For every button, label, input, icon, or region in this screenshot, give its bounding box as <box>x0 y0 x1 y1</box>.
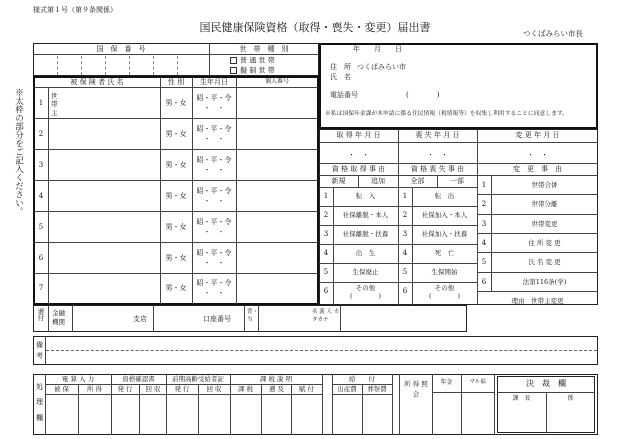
acq-reason-label: 資 格 取 得 事 由 <box>331 165 386 173</box>
change-option-number: 3 <box>481 220 487 228</box>
change-option[interactable] <box>477 233 598 252</box>
table-row[interactable] <box>34 242 318 273</box>
office-sub-label: 課 税 <box>237 385 254 393</box>
era-select[interactable]: 昭・平・令 <box>196 187 232 195</box>
office-sub-label: 葬祭費 <box>367 385 387 393</box>
change-option-label: 世帯分離 <box>531 200 558 208</box>
left-note: ※太枠の部分をご記入ください。 <box>13 88 24 216</box>
gender-select[interactable]: 男・女 <box>165 130 187 138</box>
office-sub-label: 回 収 <box>145 385 161 393</box>
era-select[interactable]: 昭・平・令 <box>196 156 232 164</box>
loss-option-number: 4 <box>402 249 408 257</box>
change-option-number: 4 <box>481 239 487 247</box>
office-group-title: 電 算 入 力 <box>61 375 95 383</box>
table-row[interactable] <box>34 87 318 118</box>
acq-option-number: 2 <box>323 211 329 219</box>
change-option-number: 2 <box>481 200 487 208</box>
row-number: 2 <box>38 130 44 138</box>
office-group-title: 課 税 説 明 <box>259 375 293 383</box>
acq-option-label: 出 生 <box>355 249 376 257</box>
office-sub-label: 出産費 <box>337 385 357 393</box>
income-ref-label: 所 得 照 会 <box>404 380 428 398</box>
change-option-label: 氏 名 変 更 <box>528 258 561 266</box>
approval-label: 決 裁 欄 <box>526 379 566 388</box>
acq-other-field[interactable]: ( ) <box>349 292 382 300</box>
office-stamp-cell[interactable] <box>140 395 166 434</box>
phone-field[interactable]: ( ) <box>406 91 440 99</box>
office-stamp-cell[interactable] <box>167 395 197 434</box>
head-label: 世帯主 <box>51 92 58 117</box>
applicant-name-field[interactable] <box>358 60 588 84</box>
gender-select[interactable]: 男・女 <box>165 223 187 231</box>
gender-select[interactable]: 男・女 <box>165 192 187 200</box>
office-sub-label: 回 収 <box>206 385 222 393</box>
loss-option[interactable] <box>398 244 477 263</box>
change-option-label: 法第116条(学) <box>522 278 567 286</box>
address-label: 住 所 <box>330 63 351 71</box>
office-stamp-cell[interactable] <box>333 395 361 434</box>
office-label: 処理欄 <box>36 383 43 422</box>
col-gender: 性 別 <box>167 78 185 86</box>
household-normal[interactable]: 普 通 世 帯 <box>230 57 275 65</box>
office-stamp-cell[interactable] <box>46 395 77 434</box>
era-select[interactable]: 昭・平・令 <box>196 125 232 133</box>
change-option[interactable] <box>477 214 598 233</box>
change-option-label: 住 所 変 更 <box>528 239 561 247</box>
household-deemed[interactable]: 擬 制 世 帯 <box>230 67 275 75</box>
row-number: 5 <box>38 223 44 231</box>
col-personal-number: 個人番号 <box>264 78 289 85</box>
era-select[interactable]: 昭・平・令 <box>196 218 232 226</box>
office-sub-label: 賦 付 <box>298 385 315 393</box>
change-option-number: 5 <box>481 258 487 266</box>
acq-option-label: 転 入 <box>355 192 376 200</box>
holder-name-field[interactable] <box>342 307 465 330</box>
acq-option-label: 生保廃止 <box>352 268 379 276</box>
table-row[interactable] <box>34 273 318 303</box>
birthdate-field[interactable]: ・ ・ <box>203 104 225 112</box>
change-reason-label: 変 更 事 由 <box>513 165 562 173</box>
page-title: 国民健康保険資格（取得・喪失・変更）届出書 <box>199 21 431 34</box>
loss-date-label: 喪 失 年 月 日 <box>415 131 460 139</box>
loss-option[interactable] <box>398 187 477 206</box>
row-number: 1 <box>38 99 44 107</box>
table-row[interactable] <box>34 118 318 149</box>
loss-option-number: 5 <box>402 268 408 276</box>
city-name: つくばみらい市長 <box>523 29 583 38</box>
row-number: 3 <box>38 161 44 169</box>
office-sub-label: 発 行 <box>174 385 190 393</box>
account-number-field[interactable] <box>160 307 200 330</box>
acq-option-label: 社保離脱・本人 <box>342 211 389 219</box>
bank-name-field[interactable] <box>74 307 132 330</box>
change-date-label: 変 更 年 月 日 <box>515 131 560 139</box>
institution-label: 金融機関 <box>52 309 65 327</box>
acq-date-label: 取 得 年 月 日 <box>336 131 381 139</box>
acq-date-field[interactable]: ・ ・ <box>348 151 369 159</box>
checkbox-icon <box>230 67 237 74</box>
table-row[interactable] <box>34 149 318 180</box>
row-number: 6 <box>38 254 44 262</box>
loss-option-label: 死 亡 <box>434 249 455 257</box>
transfer-label: 還付 <box>36 308 45 321</box>
change-option-label: 理由 世帯主変更 <box>511 297 564 305</box>
change-option-label: 世帯合併 <box>531 181 558 189</box>
loss-option-label: その他 <box>434 284 455 292</box>
date-label: 年 月 日 <box>353 45 402 53</box>
acq-option-number: 5 <box>323 268 329 276</box>
staff-label: 係 <box>567 395 574 402</box>
holder-label: 名 義 人 カタカナ <box>312 309 340 324</box>
change-option-label: 世帯変更 <box>531 220 558 228</box>
gender-select[interactable]: 男・女 <box>165 161 187 169</box>
table-row[interactable] <box>34 211 318 242</box>
checkbox-icon <box>230 57 237 64</box>
address-value: つくばみらい市 <box>357 63 406 71</box>
loss-option-label: 社保加入・本人 <box>421 211 468 219</box>
office-group-title: 資格確認書 <box>122 375 155 383</box>
remarks-label: 備考 <box>36 341 43 360</box>
loss-other-field[interactable]: ( ) <box>428 292 461 300</box>
change-option-number: 1 <box>481 181 487 189</box>
gender-select[interactable]: 男・女 <box>165 99 187 107</box>
loss-reason-label: 資 格 喪 失 事 由 <box>410 165 465 173</box>
maru-label: マル福 <box>469 379 486 385</box>
office-sub-label: 遡 及 <box>268 385 285 393</box>
account-label: 口座番号 <box>203 315 231 323</box>
office-stamp-cell[interactable] <box>79 395 110 434</box>
era-select[interactable]: 昭・平・令 <box>196 94 232 102</box>
sub-part: 一部 <box>450 177 464 185</box>
sub-new: 新規 <box>331 177 346 185</box>
account-type[interactable]: 普・当 <box>247 309 259 324</box>
loss-option-number: 1 <box>402 192 408 200</box>
gender-select[interactable]: 男・女 <box>165 254 187 262</box>
acq-option-label: 社保離脱・扶養 <box>342 230 389 238</box>
pension-label: 年金 <box>440 379 453 386</box>
row-number: 7 <box>38 284 44 292</box>
office-sub-label: 被 保 <box>53 385 70 393</box>
loss-option-label: 生保開始 <box>431 268 458 276</box>
change-option[interactable] <box>477 272 598 291</box>
change-date-field[interactable]: ・ ・ <box>527 151 548 159</box>
consent-text: ※私は国保年金課が本申請に係る住民情報（税情報等）を収集し利用することに同意します。 <box>325 111 569 117</box>
change-option[interactable] <box>477 175 598 194</box>
change-option[interactable] <box>477 194 598 213</box>
office-group-title: 給 付 <box>349 375 375 383</box>
birthdate-field[interactable]: ・ ・ <box>203 228 225 236</box>
sub-add: 追加 <box>371 177 385 185</box>
loss-option[interactable] <box>398 225 477 244</box>
office-group-title: 前期高齢受給者証 <box>172 375 224 383</box>
loss-date-field[interactable]: ・ ・ <box>427 151 448 159</box>
branch-label: 支店 <box>133 315 147 323</box>
gender-select[interactable]: 男・女 <box>165 284 187 292</box>
birthdate-field[interactable]: ・ ・ <box>203 197 225 205</box>
col-insured-name: 被 保 険 者 氏 名 <box>70 78 124 86</box>
office-stamp-cell[interactable] <box>262 395 291 434</box>
acq-option-number: 6 <box>323 287 329 295</box>
loss-option-label: 社保加入・扶養 <box>421 230 468 238</box>
office-stamp-cell[interactable] <box>112 395 138 434</box>
loss-option-number: 3 <box>402 230 408 238</box>
phone-label: 電話番号 <box>330 91 358 99</box>
change-option[interactable] <box>477 252 598 271</box>
era-select[interactable]: 昭・平・令 <box>196 279 232 287</box>
birthdate-field[interactable]: ・ ・ <box>203 259 225 267</box>
office-stamp-cell[interactable] <box>363 395 391 434</box>
change-option-number: 6 <box>481 278 487 286</box>
office-stamp-cell[interactable] <box>231 395 260 434</box>
name-label: 氏 名 <box>330 73 351 81</box>
household-type-label: 世 帯 種 別 <box>239 45 289 53</box>
loss-option-label: 転 出 <box>434 192 455 200</box>
birthdate-field[interactable]: ・ ・ <box>203 289 225 297</box>
office-stamp-cell[interactable] <box>292 395 321 434</box>
row-number: 4 <box>38 192 44 200</box>
sub-all: 全部 <box>410 177 425 185</box>
acq-option-number: 4 <box>323 249 329 257</box>
office-sub-label: 所 得 <box>86 385 103 393</box>
loss-option[interactable] <box>398 263 477 282</box>
remarks-field[interactable] <box>47 337 597 364</box>
form-number: 様式第１号（第９条関係） <box>33 6 117 14</box>
loss-option-number: 6 <box>402 287 408 295</box>
birthdate-field[interactable]: ・ ・ <box>203 166 225 174</box>
acq-option-number: 3 <box>323 230 329 238</box>
office-stamp-cell[interactable] <box>199 395 229 434</box>
acq-option-label: その他 <box>355 284 376 292</box>
section-chief-label: 課 長 <box>512 395 531 402</box>
change-option[interactable] <box>477 291 598 310</box>
loss-option-number: 2 <box>402 211 408 219</box>
birthdate-field[interactable]: ・ ・ <box>203 135 225 143</box>
acq-option-number: 1 <box>323 192 329 200</box>
loss-option[interactable] <box>398 206 477 225</box>
insurance-number-label: 国 保 番 号 <box>96 45 146 53</box>
table-row[interactable] <box>34 180 318 211</box>
office-sub-label: 発 行 <box>117 385 133 393</box>
era-select[interactable]: 昭・平・令 <box>196 249 232 257</box>
col-birthdate: 生年月日 <box>200 78 228 86</box>
